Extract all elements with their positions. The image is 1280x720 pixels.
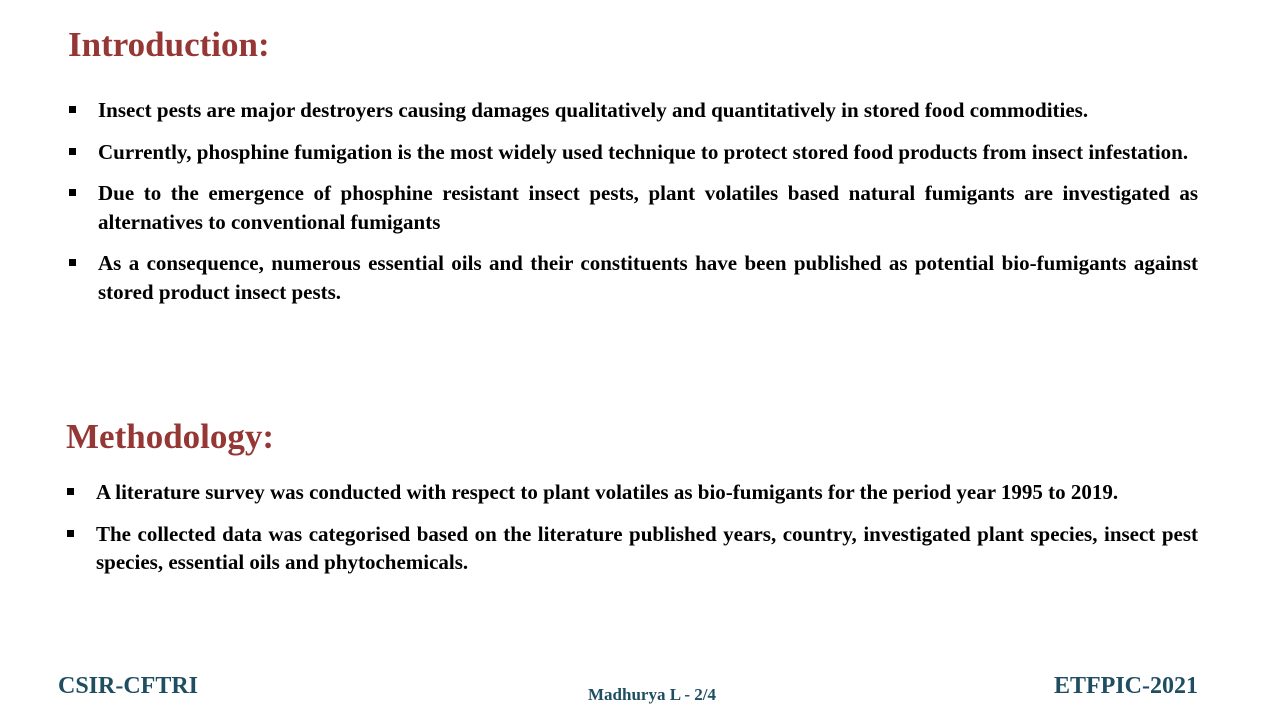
- methodology-bullet-item: [66, 478, 1198, 507]
- bullet-text: Currently, phosphine fumigation is the most widely used technique to protect stored food products from insect infestation.: [98, 139, 1189, 164]
- methodology-bullet-item: [66, 520, 1198, 577]
- footer-conference: ETFPIC-2021: [1054, 673, 1198, 699]
- introduction-bullet-list: [68, 96, 1198, 319]
- introduction-bullet-item: [68, 249, 1198, 306]
- square-bullet-icon: [67, 530, 74, 537]
- square-bullet-icon: [69, 189, 76, 196]
- introduction-heading: Introduction:: [68, 25, 270, 64]
- square-bullet-icon: [69, 148, 76, 155]
- methodology-heading: Methodology:: [66, 417, 275, 456]
- bullet-text: A literature survey was conducted with respect to plant volatiles as bio-fumigants for the period year 1995 to 2019.: [96, 480, 1119, 504]
- square-bullet-icon: [69, 259, 76, 266]
- footer-author-page: Madhurya L - 2/4: [588, 685, 716, 704]
- square-bullet-icon: [67, 488, 74, 495]
- bullet-text: Insect pests are major destroyers causing damages qualitatively and quantitatively in stored food commodities.: [98, 98, 1089, 122]
- bullet-text: The collected data was categorised based on the literature published years, country, investigated plant species, insect pest species, essential oils and phytochemicals.: [96, 521, 1198, 574]
- introduction-bullet-item: [68, 96, 1198, 125]
- introduction-bullet-item: [68, 179, 1198, 236]
- bullet-text: As a consequence, numerous essential oils and their constituents have been published as potential bio-fumigants against stored product insect pests.: [98, 251, 1198, 304]
- footer-organization: CSIR-CFTRI: [58, 673, 199, 699]
- square-bullet-icon: [69, 106, 76, 113]
- introduction-bullet-item: [68, 138, 1198, 167]
- bullet-text: Due to the emergence of phosphine resistant insect pests, plant volatiles based natural fumigants are investigated as alternatives to conventional fumigants: [98, 181, 1198, 234]
- methodology-bullet-list: [66, 478, 1198, 590]
